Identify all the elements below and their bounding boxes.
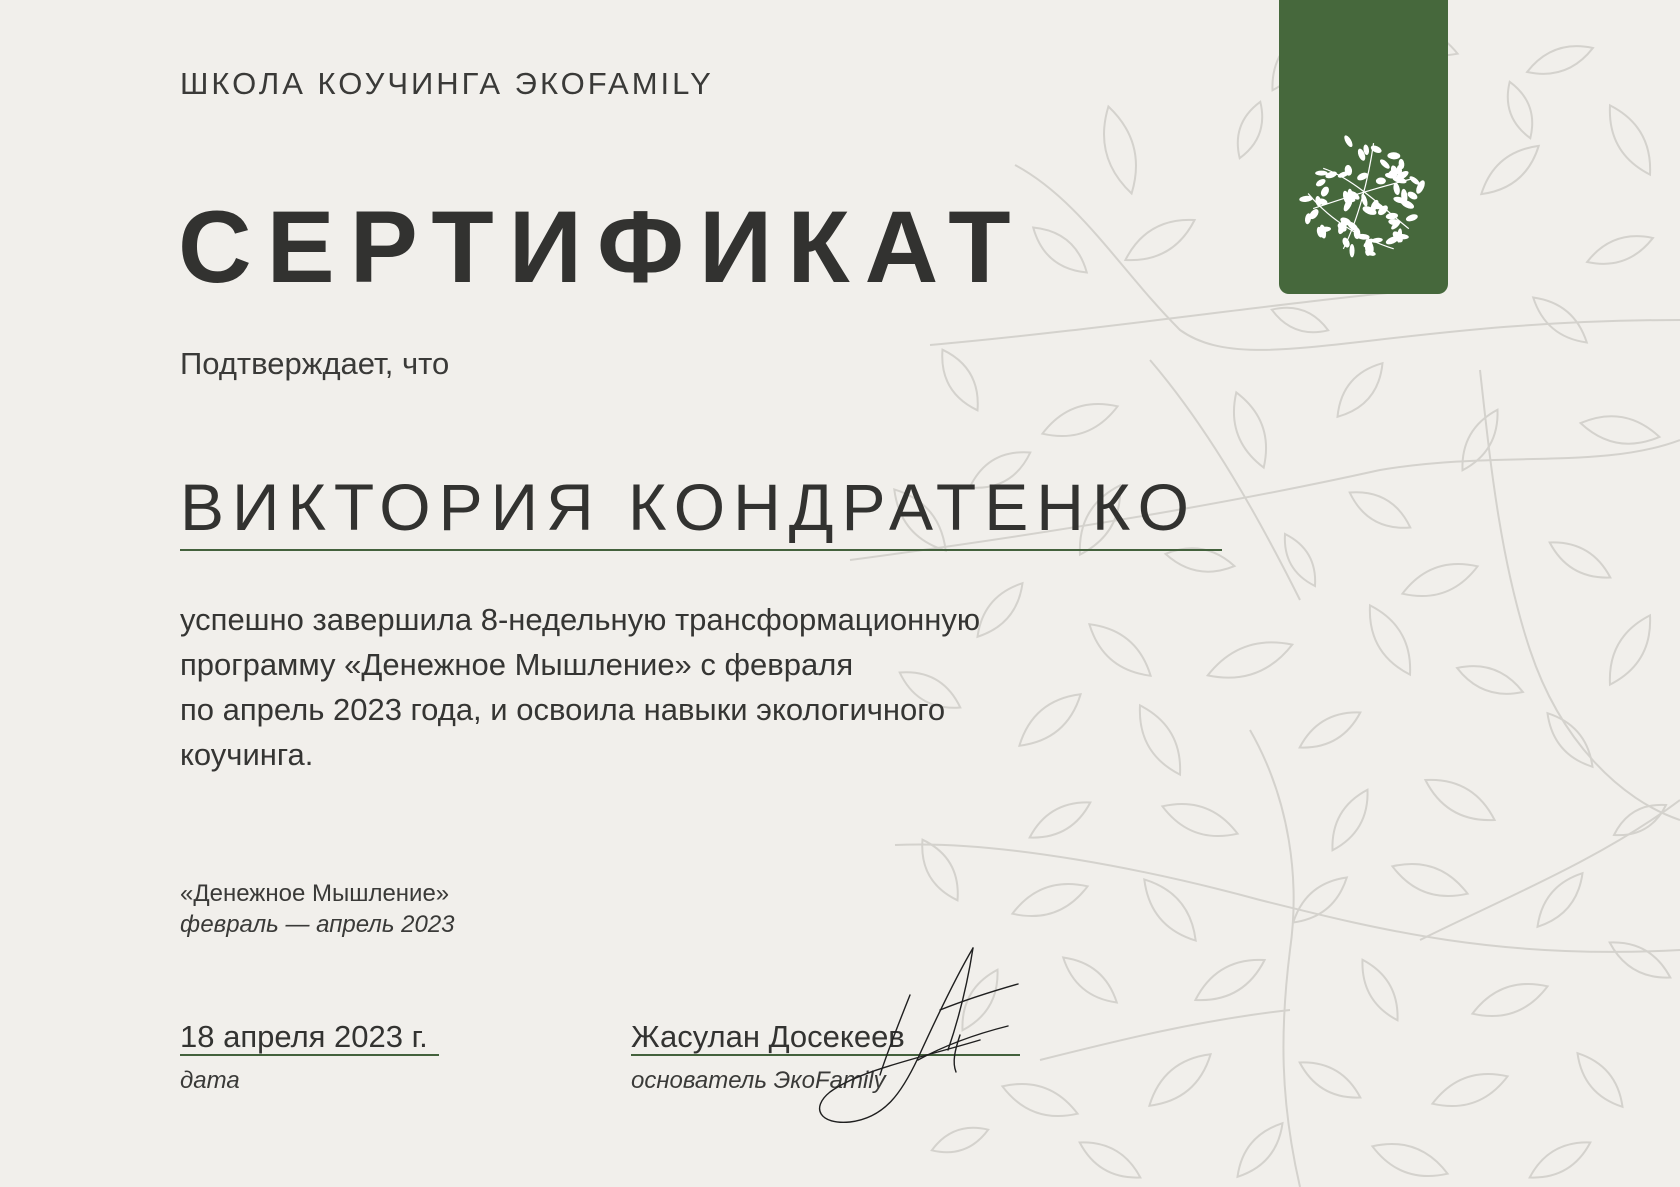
leaf-outline	[1610, 105, 1650, 174]
description-line: успешно завершила 8-недельную трансформационную	[180, 602, 981, 637]
issue-date: 18 апреля 2023 г.	[180, 1019, 428, 1054]
leaf-outline	[1472, 984, 1547, 1016]
leaf-outline	[1457, 666, 1523, 694]
description-line: коучинга.	[180, 737, 314, 772]
leaf-outline	[1208, 642, 1293, 677]
leaf-outline	[1533, 298, 1587, 343]
leaf-outline	[1578, 1053, 1623, 1107]
leaf-outline	[1550, 542, 1611, 577]
recipient-underline	[180, 549, 1222, 551]
leaf-outline	[1030, 802, 1091, 837]
leaf-outline	[1300, 1062, 1361, 1097]
leaf-outline	[1104, 107, 1136, 194]
leaf-outline	[1042, 404, 1117, 436]
branch-stem	[1420, 800, 1680, 940]
leaf-outline	[1392, 864, 1467, 896]
confirms-text: Подтверждает, что	[180, 346, 450, 381]
leaf-outline	[1063, 958, 1117, 1003]
leaf-outline	[932, 1128, 988, 1152]
leaf-outline	[1614, 805, 1666, 835]
date-underline	[180, 1054, 439, 1056]
handwritten-signature	[790, 940, 1030, 1130]
leaf-outline	[1350, 492, 1411, 528]
leaf-outline	[1372, 1144, 1447, 1176]
leaf-outline	[1195, 960, 1264, 1000]
school-name: ШКОЛА КОУЧИНГА ЭКОFAMILY	[180, 66, 714, 101]
leaf-outline	[1234, 392, 1266, 467]
leaf-outline	[1166, 548, 1235, 571]
leaf-outline	[1530, 1142, 1591, 1177]
leaf-outline	[1362, 960, 1397, 1021]
leaf-outline	[1332, 790, 1367, 851]
leaf-outline	[1581, 416, 1660, 443]
leaf-outline	[1033, 228, 1087, 273]
logo-ribbon	[1279, 0, 1448, 294]
leaf-outline	[1370, 605, 1410, 674]
leaf-outline	[1338, 363, 1383, 417]
leaf-outline	[1162, 804, 1237, 836]
certificate-title: СЕРТИФИКАТ	[178, 190, 1026, 304]
branch-stem	[895, 844, 1680, 952]
branch-stem	[1250, 730, 1300, 1187]
leaf-outline	[1548, 713, 1593, 767]
leaf-outline	[1610, 615, 1650, 684]
signer-name: Жасулан Досекеев	[631, 1019, 905, 1054]
leaf-outline	[1610, 942, 1671, 977]
completion-description	[180, 597, 1160, 777]
leaf-outline	[1125, 220, 1194, 260]
branch-stem	[1480, 370, 1680, 820]
description-line: по апрель 2023 года, и освоила навыки экологичного	[180, 692, 946, 727]
leaf-tree-circle-icon	[1293, 128, 1434, 269]
date-caption: дата	[180, 1067, 240, 1094]
program-name: «Денежное Мышление»	[180, 880, 450, 907]
leaf-outline	[1587, 236, 1653, 264]
leaf-outline	[1425, 780, 1494, 820]
leaf-outline	[1481, 146, 1538, 194]
leaf-outline	[942, 350, 978, 411]
leaf-outline	[1272, 308, 1328, 332]
leaf-outline	[1527, 46, 1593, 74]
leaf-outline	[1508, 82, 1532, 138]
leaf-outline	[1238, 1123, 1283, 1177]
program-dates: февраль — апрель 2023	[180, 911, 455, 938]
leaf-outline	[1238, 102, 1262, 158]
leaf-outline	[1293, 878, 1347, 923]
leaf-outline	[1300, 712, 1361, 747]
description-line: программу «Денежное Мышление» с февраля	[180, 647, 854, 682]
leaf-outline	[1432, 1074, 1507, 1106]
signer-role: основатель ЭкоFamily	[631, 1067, 886, 1094]
leaf-outline	[1080, 1142, 1141, 1177]
leaf-outline	[1402, 564, 1477, 596]
recipient-name: ВИКТОРИЯ КОНДРАТЕНКО	[180, 470, 1197, 544]
leaf-outline	[1149, 1054, 1210, 1105]
branch-stem	[1040, 1010, 1290, 1060]
leaf-outline	[922, 840, 958, 901]
leaf-outline	[1144, 879, 1195, 940]
leaf-outline	[1012, 884, 1087, 916]
